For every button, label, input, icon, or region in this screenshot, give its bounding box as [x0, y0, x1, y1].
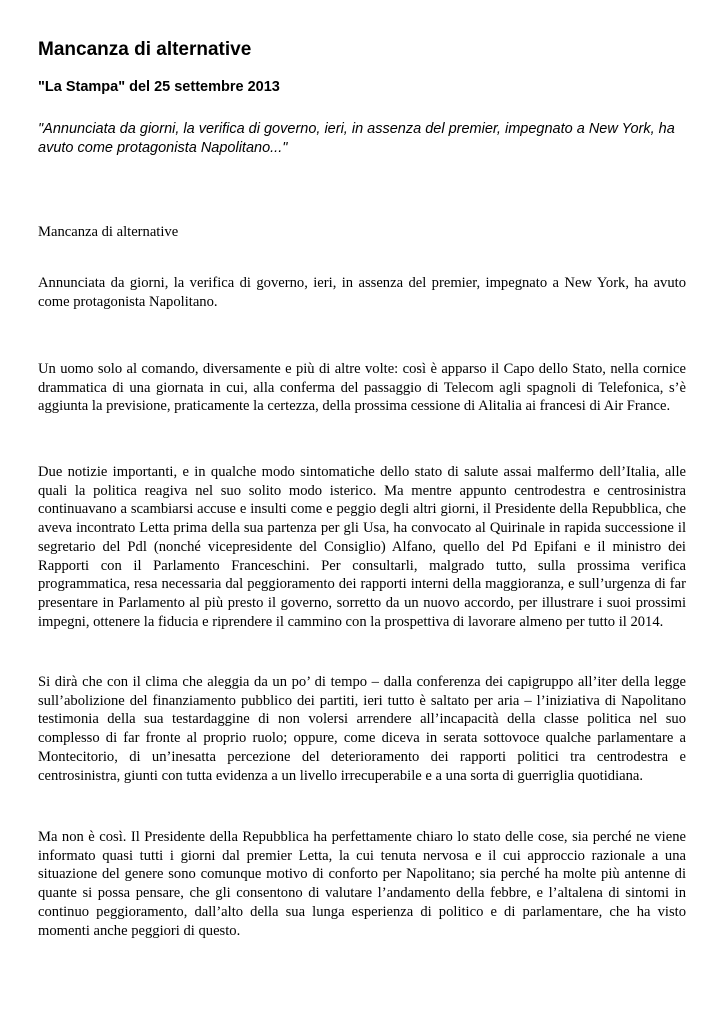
body-paragraph: Due notizie importanti, e in qualche modo sintomatiche dello stato di salute assai malfermo dell’Italia, alle quali la politica reagiva nel suo solito modo isterico. Ma mentre appunto centrodestra e centrosinistra continuavano a scambiarsi accuse e insulti come e peggio degli altri giorni, il Presidente della Repubblica, che aveva incontrato Letta prima della sua partenza per gli Usa, ha convocato al Quirinale in rapida successione il segretario del Pdl (nonché vicepresidente del Consiglio) Alfano, quello del Pd Epifani e il ministro dei Rapporti con il Parlamento Franceschini. Per consultarli, malgrado tutto, sulla prossima verifica programmatica, resa necessaria dal peggioramento dei rapporti interni della maggioranza, e sull’urgenza di far presentare in Parlamento al più presto il governo, sorretto da un nuovo accordo, per illustrare i suoi prossimi impegni, ottenere la fiducia e riprendere il cammino con la prospettiva di lavorare almeno per tutto il 2014. [38, 464, 686, 630]
body-paragraph: Si dirà che con il clima che aleggia da un po’ di tempo – dalla conferenza dei capigruppo all’iter della legge sull’abolizione del finanziamento pubblico dei partiti, ieri tutto è saltato per aria – l’iniziativa di Napolitano testimonia della sua testardaggine di non volersi arrendere all’incapacità della classe politica nel suo complesso di far fronte al proprio ruolo; oppure, come diceva in serata sottovoce qualche parlamentare a Montecitorio, di un’inesatta percezione del deterioramento dei rapporti politici tra centrodestra e centrosinistra, giunti con tutta evidenza a un livello irrecuperabile e a una sorta di guerriglia quotidiana. [38, 674, 686, 784]
body-paragraph: Un uomo solo al comando, diversamente e più di altre volte: così è apparso il Capo dello Stato, nella cornice drammatica di una giornata in cui, alla conferma del passaggio di Telecom agli spagnoli di Telefonica, s’è aggiunta la previsione, praticamente la certezza, della prossima cessione di Alitalia ai francesi di Air France. [38, 361, 686, 415]
body-heading: Mancanza di alternative [38, 224, 179, 240]
article-source: "La Stampa" del 25 settembre 2013 [38, 79, 280, 95]
body-paragraph: Ma non è così. Il Presidente della Repubblica ha perfettamente chiaro lo stato delle cose, sia perché ne viene informato quasi tutti i giorni dal premier Letta, la cui tenuta nervosa e il cui approccio razionale a una situazione del genere sono comunque motivo di conforto per Napolitano; sia perché ha molte più antenne di quante si possa pensare, che gli consentono di valutare l’andamento della febbre, e l’altalena di sintomi in continuo peggioramento, dall’alto della sua lunga esperienza di politico e di parlamentare, che ha visto momenti anche peggiori di questo. [38, 829, 686, 939]
article-lead: "Annunciata da giorni, la verifica di governo, ieri, in assenza del premier, impegnato a New York, ha avuto come protagonista Napolitano..." [38, 121, 675, 156]
article-title: Mancanza di alternative [38, 39, 252, 60]
body-paragraph: Annunciata da giorni, la verifica di governo, ieri, in assenza del premier, impegnato a New York, ha avuto come protagonista Napolitano. [38, 275, 686, 310]
